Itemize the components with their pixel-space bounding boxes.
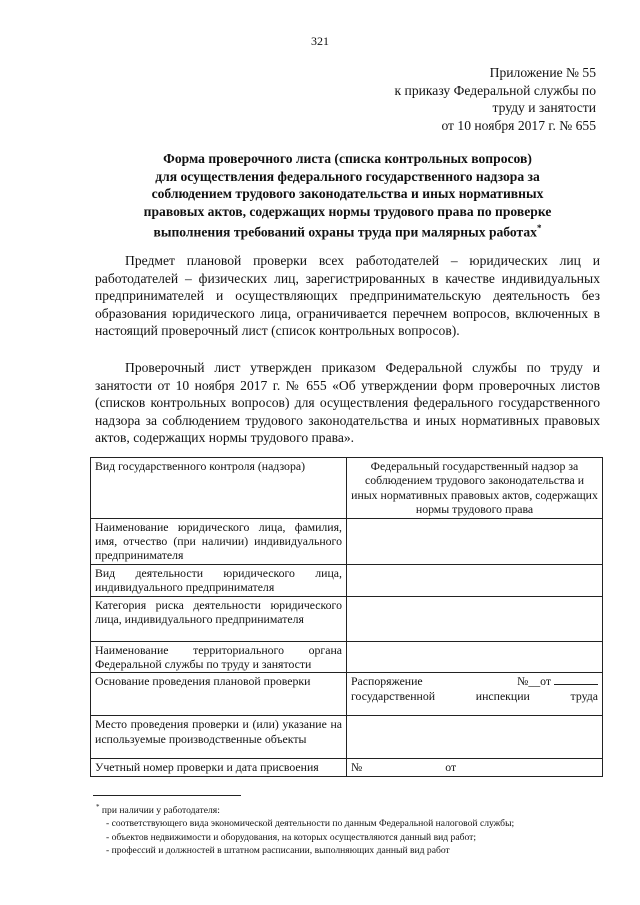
row-label: Наименование юридического лица, фамилия, имя, отчество (при наличии) индивидуального предпринимателя — [91, 518, 347, 564]
footnote-mark: * — [96, 803, 100, 811]
appendix-header — [395, 64, 596, 134]
registration-date-label: от — [445, 760, 457, 775]
footnote-text: при наличии у работодателя: — [101, 805, 220, 817]
row-value-field[interactable] — [347, 641, 603, 673]
footnote-mark: * — [536, 223, 542, 233]
appendix-line: от 10 ноября 2017 г. № 655 — [441, 117, 596, 133]
order-line — [351, 674, 598, 688]
row-value-field[interactable] — [347, 564, 603, 596]
row-label: Место проведения проверки и (или) указание на используемые производственные объекты — [91, 716, 347, 759]
registration-number-label: № — [351, 760, 363, 775]
page-number: 321 — [311, 34, 329, 48]
row-label: Вид государственного контроля (надзора) — [91, 458, 347, 519]
table-row — [91, 564, 603, 596]
row-label: Категория риска деятельности юридического лица, индивидуального предпринимателя — [91, 596, 347, 641]
order-number — [517, 674, 598, 688]
row-value-field[interactable] — [347, 596, 603, 641]
row-value-field[interactable] — [347, 673, 603, 716]
footnote-line: - объектов недвижимости и оборудования, на которых осуществляются данный вид работ; — [106, 831, 476, 843]
table-row — [91, 641, 603, 673]
document-title — [95, 150, 600, 241]
row-label: Основание проведения плановой проверки — [91, 673, 347, 716]
title-line: Форма проверочного листа (списка контрольных вопросов) — [163, 151, 532, 166]
order-number-text: №__от — [517, 674, 552, 689]
table-row — [91, 596, 603, 641]
title-line: правовых актов, содержащих нормы трудового права по проверке — [143, 203, 552, 219]
footnote-line: - соответствующего вида экономической деятельности по данным Федеральной налоговой службы; — [106, 818, 515, 830]
title-line — [95, 220, 600, 241]
row-label: Учетный номер проверки и дата присвоения — [91, 759, 347, 776]
inspection-form-table — [90, 457, 603, 777]
footnote-line: - профессий и должностей в штатном расписании, выполняющих данный вид работ — [106, 844, 450, 856]
appendix-line: Приложение № 55 — [489, 65, 596, 80]
table-row — [91, 759, 603, 776]
inspectorate-line: государственной инспекции труда — [351, 688, 598, 703]
row-value-field[interactable] — [347, 518, 603, 564]
footnote-line — [96, 801, 514, 817]
table-row — [91, 673, 603, 716]
row-value-field[interactable] — [347, 716, 603, 759]
table-row — [91, 716, 603, 759]
appendix-line: труду и занятости — [492, 100, 596, 115]
row-value-field[interactable] — [347, 759, 603, 776]
footnotes — [96, 801, 514, 857]
row-label: Вид деятельности юридического лица, индивидуального предпринимателя — [91, 564, 347, 596]
title-line-text: выполнения требований охраны труда при малярных работах — [153, 224, 537, 240]
row-value: Федеральный государственный надзор за соблюдением трудового законодательства и иных нормативных правовых актов, содержащих нормы трудового права — [347, 458, 603, 519]
paragraph-approval: Проверочный лист утвержден приказом Федеральной службы по труду и занятости от 10 ноября 2017 г. № 655 «Об утверждении форм проверочных листов (списков контрольных вопросов) для осуществления федерального государственного надзора за соблюдением трудового законодательства и иных нормативных правовых актов, содержащих нормы трудового права». — [95, 360, 600, 446]
table-row — [91, 518, 603, 564]
footnote-separator — [93, 795, 241, 796]
paragraph-subject: Предмет плановой проверки всех работодателей – юридических лиц и работодателей – физических лиц, зарегистрированных в качестве индивидуальных предпринимателей и осуществляющих предпринимательскую деятельность без образования юридического лица, ограничивается перечнем вопросов, включенных в настоящий проверочный лист (список контрольных вопросов). — [95, 253, 600, 339]
order-label: Распоряжение — [351, 674, 423, 689]
row-label: Наименование территориального органа Федеральной службы по труду и занятости — [91, 641, 347, 673]
blank-line — [554, 674, 598, 685]
table-row — [91, 458, 603, 519]
title-line: соблюдением трудового законодательства и иных нормативных — [151, 186, 544, 201]
title-line: для осуществления федерального государственного надзора за — [155, 168, 540, 184]
appendix-line: к приказу Федеральной службы по — [394, 82, 596, 98]
